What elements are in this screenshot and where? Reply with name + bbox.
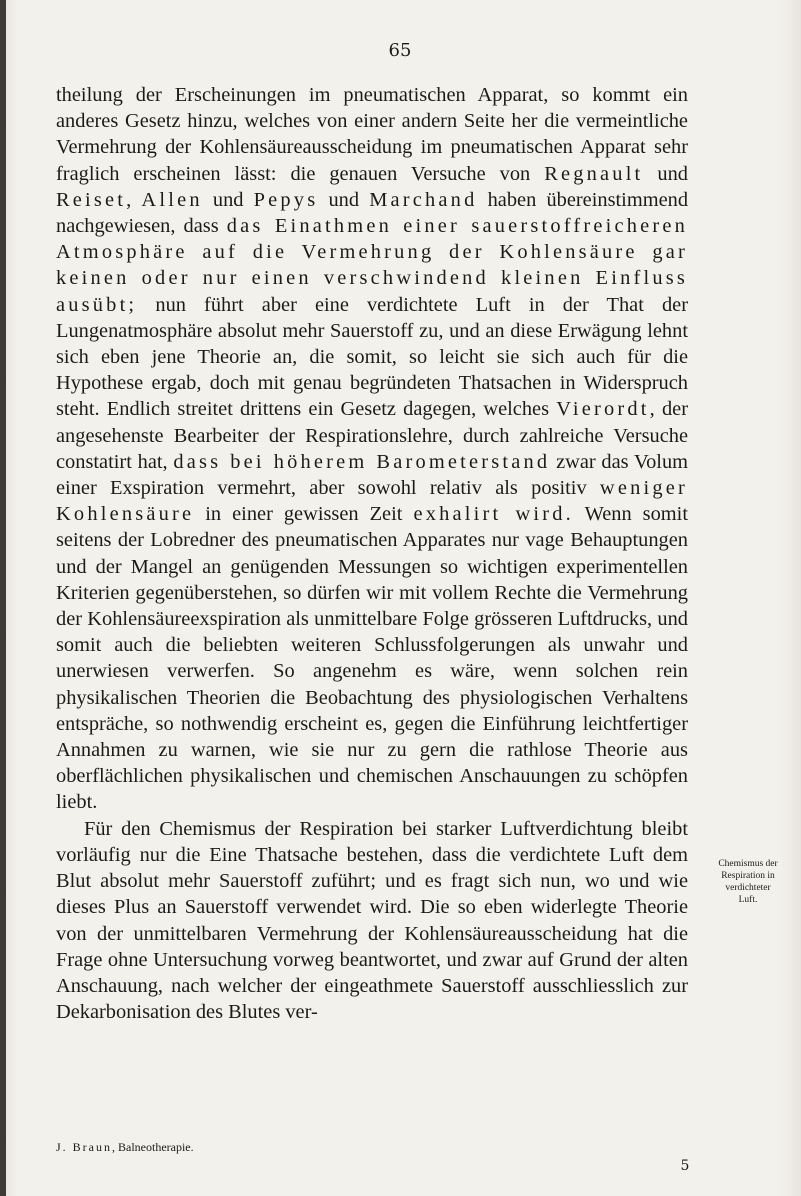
text-run: , der angesehenste Bearbeiter der Respirationslehre, durch zahlreiche Versuche constatirt hat, — [56, 398, 688, 473]
margin-note-line: verdichteter — [725, 883, 771, 893]
spaced-emphasis-text: dass bei höherem Barometerstand — [173, 450, 551, 473]
text-run: und — [202, 188, 254, 211]
spaced-emphasis-text: exhalirt wird. — [413, 503, 574, 526]
margin-note-line: Chemismus der — [718, 859, 778, 869]
footer-author — [56, 1140, 194, 1155]
spaced-emphasis-text: Vierordt — [556, 398, 650, 421]
spaced-emphasis-text: Pepys — [253, 188, 319, 211]
text-run: haben übereinstimmend nachgewiesen, dass — [56, 188, 689, 238]
text-run: Für den Chemismus der Respiration bei starker Luftverdichtung bleibt vorläufig nur die Eine Thatsache bestehen, dass die verdichtete Luft dem Blut absolut mehr Sauerstoff zuführt; und es fragt sich nun, wo und wie dieses Plus an Sauerstoff verwendet wird. Die so eben widerlegte Theorie von der unmittelbaren Vermehrung der Kohlensäureausscheidung hat die Frage ohne Untersuchung vorweg beantwortet, und zwar auf Grund der alten Anschauung, nach welcher der eingeathmete Sauerstoff ausschliesslich zur Dekarbonisation des Blutes ver- — [56, 817, 688, 1024]
signature-mark: 5 — [680, 1158, 690, 1174]
margin-note-line: Respiration in — [721, 871, 775, 881]
body-text — [56, 82, 688, 1025]
spaced-emphasis-text: Reiset — [56, 188, 127, 211]
paragraph-1 — [56, 82, 688, 816]
spaced-emphasis-text: Marchand — [369, 188, 478, 211]
margin-note — [706, 858, 790, 906]
text-run: in einer gewissen Zeit — [194, 503, 414, 526]
footer-book-title: , Balneotherapie. — [112, 1140, 194, 1154]
paragraph-2 — [56, 816, 688, 1026]
text-run: theilung der Erscheinungen im pneumatischen Apparat, so kommt ein anderes Gesetz hinzu, welches von einer andern Seite her die vermeintliche Vermehrung der Kohlensäureausscheidung im pneumatischen Apparat sehr fraglich erscheinen lässt: die genauen Versuche von — [56, 84, 688, 185]
spaced-emphasis-text: das Einathmen einer sauerstoffreicheren Atmosphäre auf die Vermehrung der Kohlensäure gar keinen oder nur einen verschwindend kleinen Einfluss ausübt; — [56, 215, 688, 316]
text-run: und — [318, 188, 370, 211]
footer-author-name: J. Braun — [56, 1140, 112, 1154]
page-number: 65 — [388, 40, 412, 61]
spaced-emphasis-text: Regnault — [544, 162, 644, 185]
margin-note-line: Luft. — [738, 895, 758, 905]
book-spine-shadow — [0, 0, 6, 1196]
text-run: und — [643, 162, 688, 185]
spaced-emphasis-text: weniger Kohlensäure — [56, 477, 688, 526]
text-run: Wenn somit seitens der Lobredner des pneumatischen Apparates nur vage Behauptungen und der Mangel an genügenden Messungen so wichtigen experimentellen Kriterien gegenüberstehen, so dürfen wir mit vollem Rechte die Vermehrung der Kohlensäureexspiration als unmittelbare Folge grösseren Luftdrucks, und somit auch die beliebten weiteren Schlussfolgerungen als unwahr und unerwiesen verwerfen. So angenehm es wäre, wenn solchen rein physikalischen Theorien die Beobachtung des physiologischen Verhaltens entspräche, so nothwendig erscheint es, gegen die Einführung leichtfertiger Annahmen zu warnen, wie sie nur zu gern die rathlose Theorie aus oberflächlichen physikalischen und chemischen Anschauungen zu schöpfen liebt. — [56, 503, 688, 814]
text-run: zwar das Volum einer Exspiration vermehrt, aber sowohl relativ als positiv — [56, 450, 689, 500]
text-run: nun führt aber eine verdichtete Luft in der That der Lungenatmosphäre absolut mehr Sauerstoff zu, und an diese Erwägung lehnt sich eben jene Theorie an, die somit, so leicht sie sich auch für die Hypothese ergab, doch mit genau begründeten Thatsachen in Widerspruch steht. Endlich streitet drittens ein Gesetz dagegen, welches — [56, 293, 688, 421]
spaced-emphasis-text: Allen — [141, 188, 203, 211]
text-run: , — [126, 188, 142, 211]
